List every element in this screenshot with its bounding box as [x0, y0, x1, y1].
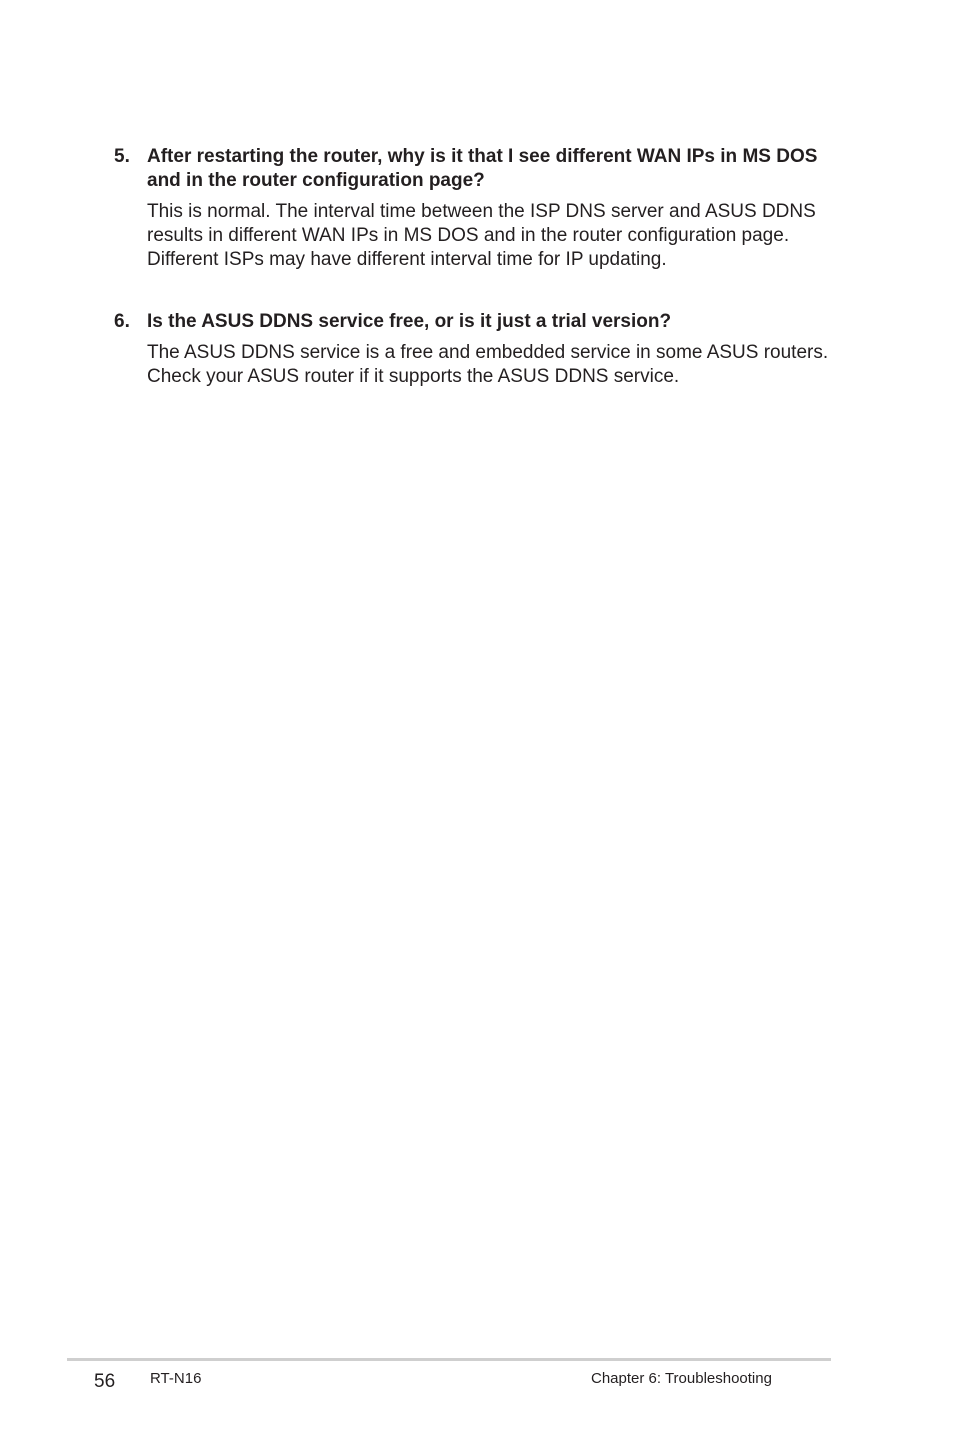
footer-model-name: RT-N16 — [150, 1370, 202, 1387]
faq-item-5 — [114, 145, 834, 272]
faq-answer: The ASUS DDNS service is a free and embedded service in some ASUS routers. Check your ASUS router if it supports the ASUS DDNS service. — [147, 342, 829, 387]
faq-question — [114, 310, 834, 334]
faq-item-6 — [114, 310, 834, 389]
footer-divider — [67, 1358, 831, 1361]
faq-question-text: After restarting the router, why is it that I see different WAN IPs in MS DOS and in the router configuration page? — [147, 146, 818, 191]
faq-question — [114, 145, 834, 193]
faq-number: 6. — [114, 311, 130, 332]
faq-question-text: Is the ASUS DDNS service free, or is it just a trial version? — [147, 311, 672, 332]
faq-number: 5. — [114, 146, 130, 167]
page-number: 56 — [94, 1371, 116, 1392]
faq-answer: This is normal. The interval time between the ISP DNS server and ASUS DDNS results in different WAN IPs in MS DOS and in the router configuration page. Different ISPs may have different interval time for IP updating. — [147, 201, 816, 270]
footer-chapter-title: Chapter 6: Troubleshooting — [591, 1370, 772, 1387]
